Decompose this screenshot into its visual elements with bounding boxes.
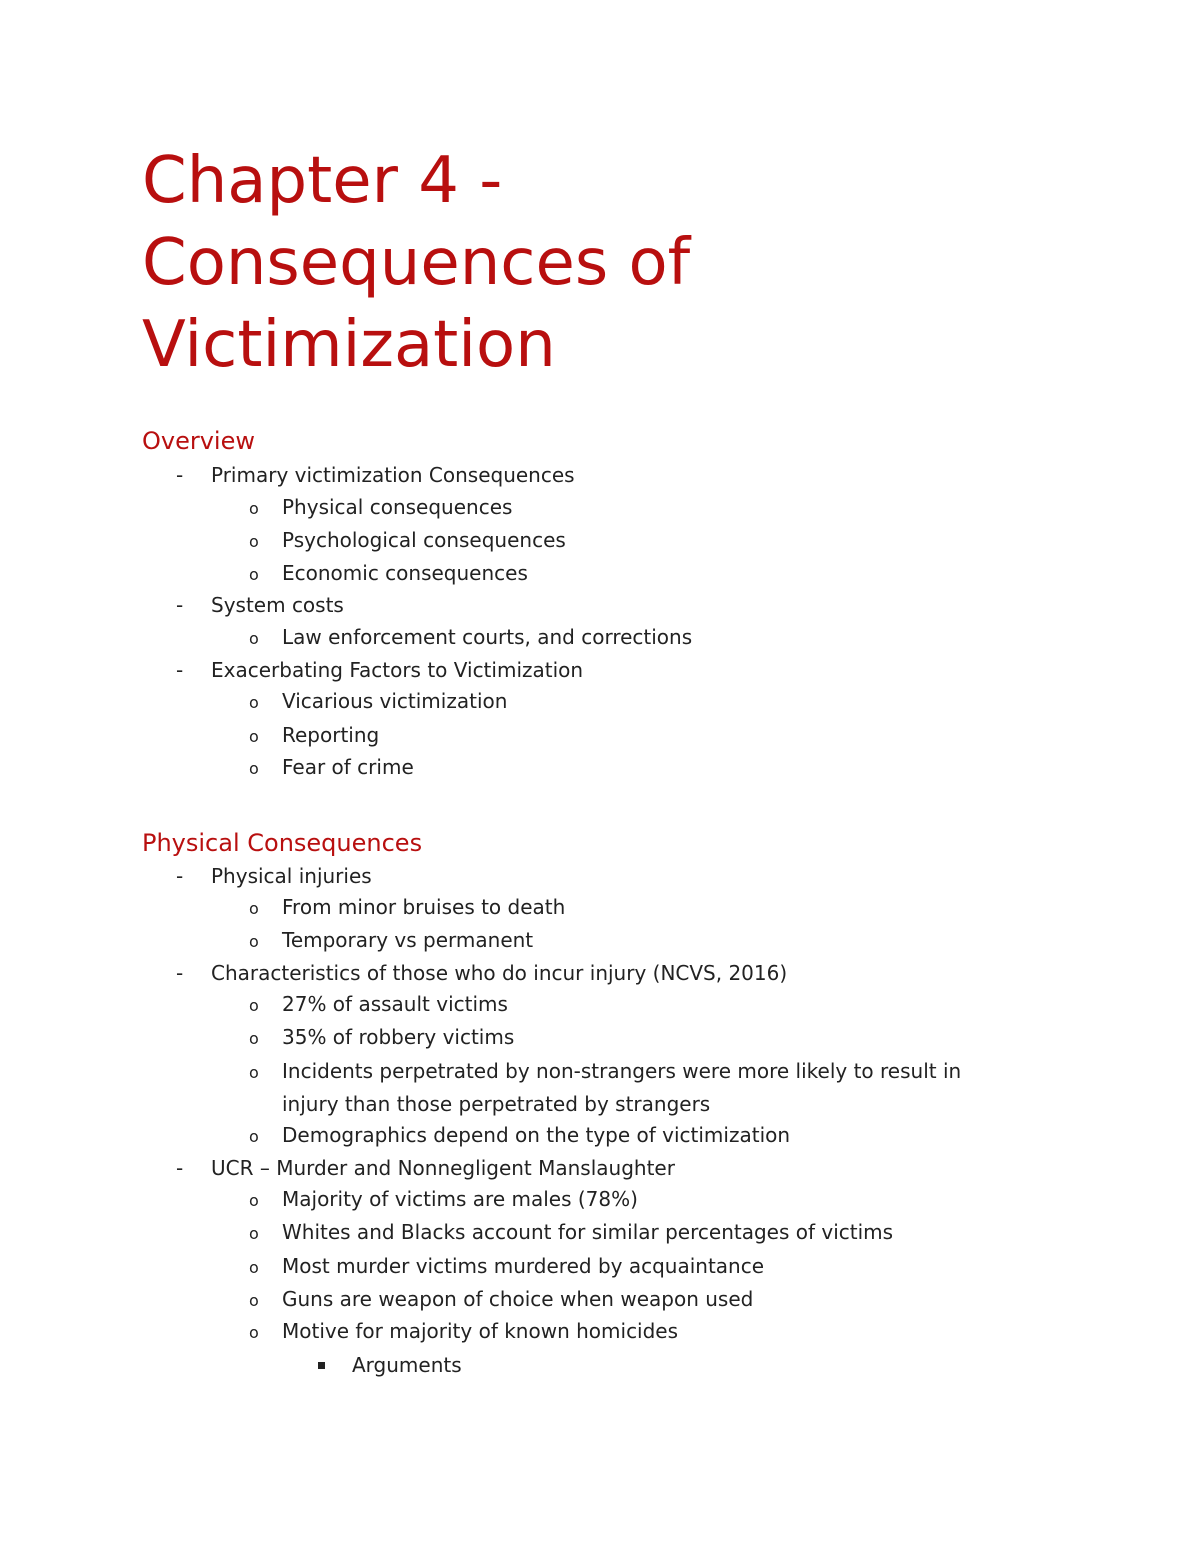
circle-bullet: o [249,1258,259,1277]
list-item: Guns are weapon of choice when weapon used [282,1287,754,1311]
square-bullet [318,1362,325,1369]
list-item: Whites and Blacks account for similar percentages of victims [282,1220,894,1244]
circle-bullet: o [249,1224,259,1243]
circle-bullet: o [249,932,259,951]
title-line-3: Victimization [142,308,556,382]
list-item: Exacerbating Factors to Victimization [211,658,584,682]
circle-bullet: o [249,1191,259,1210]
list-item: Economic consequences [282,561,528,585]
circle-bullet: o [249,1063,259,1082]
list-item: UCR – Murder and Nonnegligent Manslaughter [211,1156,675,1180]
circle-bullet: o [249,499,259,518]
list-item: Characteristics of those who do incur injury (NCVS, 2016) [211,961,788,985]
circle-bullet: o [249,899,259,918]
list-item: System costs [211,593,344,617]
circle-bullet: o [249,532,259,551]
circle-bullet: o [249,996,259,1015]
list-item: Incidents perpetrated by non-strangers were more likely to result in [282,1059,962,1083]
list-item: Temporary vs permanent [282,928,534,952]
page-title [142,140,1042,386]
list-item: From minor bruises to death [282,895,566,919]
dash-bullet: - [176,658,184,682]
physical-consequences-heading: Physical Consequences [142,829,423,857]
dash-bullet: - [176,961,184,985]
list-item: Law enforcement courts, and corrections [282,625,693,649]
list-item: Primary victimization Consequences [211,463,575,487]
list-item: 35% of robbery victims [282,1025,515,1049]
list-item: Majority of victims are males (78%) [282,1187,638,1211]
list-item: Vicarious victimization [282,689,508,713]
list-item: Demographics depend on the type of victimization [282,1123,791,1147]
list-item: Arguments [352,1353,462,1377]
list-item-continuation: injury than those perpetrated by strangers [282,1092,711,1116]
circle-bullet: o [249,1323,259,1342]
circle-bullet: o [249,693,259,712]
overview-heading: Overview [142,427,255,455]
dash-bullet: - [176,463,184,487]
list-item: 27% of assault victims [282,992,508,1016]
dash-bullet: - [176,1156,184,1180]
circle-bullet: o [249,727,259,746]
list-item: Physical injuries [211,864,372,888]
list-item: Physical consequences [282,495,513,519]
circle-bullet: o [249,1291,259,1310]
dash-bullet: - [176,864,184,888]
list-item: Most murder victims murdered by acquaintance [282,1254,765,1278]
title-line-2: Consequences of [142,226,691,300]
title-line-1: Chapter 4 - [142,144,503,218]
list-item: Psychological consequences [282,528,566,552]
circle-bullet: o [249,1029,259,1048]
circle-bullet: o [249,1127,259,1146]
list-item: Motive for majority of known homicides [282,1319,679,1343]
list-item: Reporting [282,723,380,747]
dash-bullet: - [176,593,184,617]
circle-bullet: o [249,629,259,648]
circle-bullet: o [249,565,259,584]
list-item: Fear of crime [282,755,414,779]
circle-bullet: o [249,759,259,778]
